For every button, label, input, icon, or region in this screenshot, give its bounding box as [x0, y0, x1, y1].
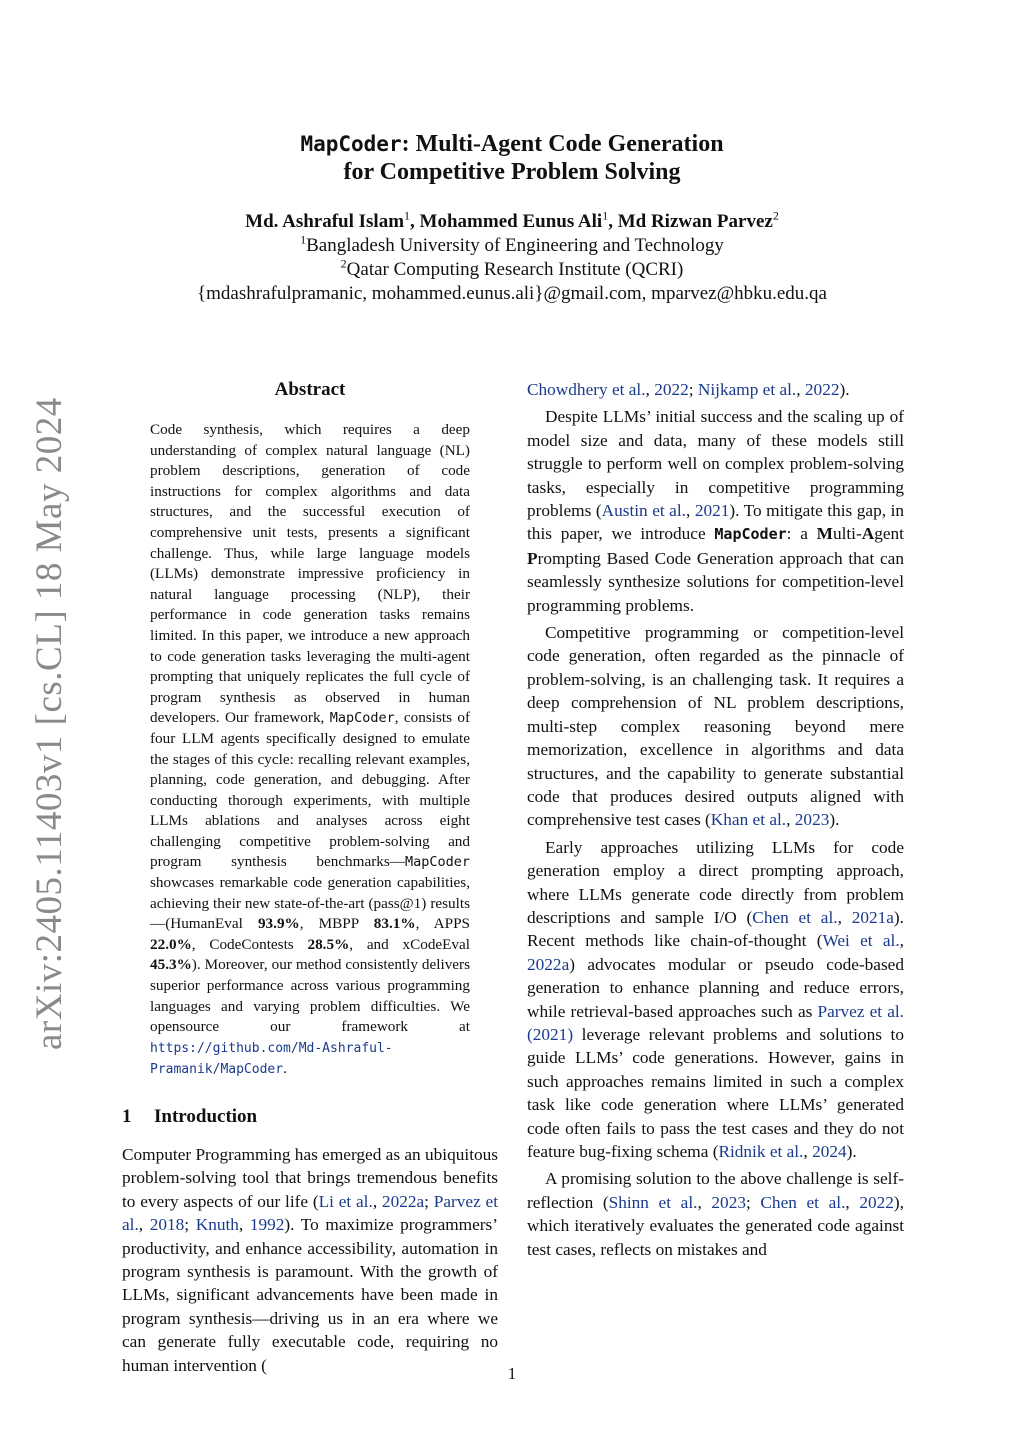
citation-link[interactable]: 2021a — [851, 907, 894, 927]
intro-paragraph-5: A promising solution to the above challenge is self-reflection (Shinn et al., 2023; Chen et al., 2022), which iteratively evaluates the generated code against test cases, reflects on mistakes and — [527, 1169, 904, 1259]
citation-link[interactable]: Shinn et al. — [608, 1192, 698, 1212]
result-value: 93.9% — [257, 915, 300, 933]
affiliation-mark: 2 — [340, 256, 347, 271]
affiliation — [120, 258, 904, 282]
section-heading-introduction — [122, 1105, 498, 1129]
title-system-name: MapCoder — [300, 132, 402, 156]
citation-link[interactable]: Nijkamp et al. — [697, 380, 797, 399]
citation-link[interactable]: (2021) — [527, 1024, 574, 1044]
citation-link[interactable]: Ridnik et al. — [718, 1142, 804, 1161]
right-column — [527, 378, 904, 1261]
affiliation-text: Bangladesh University of Engineering and Technology — [306, 235, 724, 256]
author-names — [120, 210, 904, 234]
author-separator: , — [608, 211, 618, 232]
intro-paragraph-1-continued: Chowdhery et al., 2022; Nijkamp et al., 2022). — [527, 380, 850, 399]
citation-link[interactable]: Chowdhery et al. — [527, 380, 646, 399]
author-affil-mark: 2 — [772, 208, 779, 223]
citation-link[interactable]: 2024 — [812, 1142, 847, 1161]
citation-link[interactable]: Austin et al. — [601, 501, 686, 521]
abstract-heading: Abstract — [274, 379, 346, 400]
system-name: MapCoder — [404, 854, 470, 871]
citation-link[interactable]: Parvez et al. — [817, 1001, 904, 1021]
result-value: 28.5% — [307, 935, 350, 953]
citation-link[interactable]: 2022 — [654, 380, 689, 399]
citation-link[interactable]: 2022 — [804, 380, 840, 399]
affiliation-text: Qatar Computing Research Institute (QCRI) — [346, 259, 684, 280]
author-name: Md. Ashraful Islam — [245, 211, 405, 232]
title-line2: for Competitive Problem Solving — [343, 159, 681, 185]
citation-link[interactable]: 2022a — [527, 954, 570, 974]
author-name: Md Rizwan Parvez — [617, 211, 773, 232]
citation-link[interactable]: 1992 — [249, 1215, 285, 1235]
intro-paragraph-2: Despite LLMs’ initial success and the scaling up of model size and data, many of these models still struggle to perform well on complex problem-solving tasks, especially in competitive programming problems (Austin et al., 2021). To mitigate this gap, in this paper, we introduce MapCoder: a Multi-Agent Prompting Based Code Generation approach that can seamlessly synthesize solutions for competition-level programming problems. — [527, 407, 905, 615]
intro-paragraph-1: Computer Programming has emerged as an ubiquitous problem-solving tool that brings tremendous benefits to every aspects of our life (Li et al., 2022a; Parvez et al., 2018; Knuth, 1992). To maximize programmers’ productivity, and enhance accessibility, automation in program synthesis is paramount. With the growth of LLMs, significant advancements have been made in program synthesis—driving us in an era where we can generate fully executable code, requiring no human intervention ( — [122, 1145, 499, 1375]
author-name: Mohammed Eunus Ali — [419, 211, 603, 232]
citation-link[interactable]: 2018 — [149, 1215, 185, 1235]
citation-link[interactable]: Khan et al. — [710, 810, 787, 830]
citation-link[interactable]: Li et al. — [318, 1191, 373, 1211]
affiliation-mark: 1 — [300, 232, 307, 247]
title-line1: : Multi-Agent Code Generation — [401, 131, 724, 157]
result-value: 22.0% — [150, 935, 192, 953]
author-affil-mark: 1 — [602, 208, 609, 223]
citation-link[interactable]: 2021 — [694, 501, 730, 521]
intro-paragraph-3: Competitive programming or competition-level code generation, often regarded as the pinnacle of problem-solving, is an challenging task. It requires a deep comprehension of NL problem descriptions, multi-step complex reasoning beyond mere memorization, excellence in algorithms and data structures, and the capability to generate substantial code that produces desired outputs aligned with comprehensive test cases (Khan et al., 2023). — [527, 623, 904, 830]
github-link[interactable]: https://github.com/Md-Ashraful-Pramanik/MapCoder — [150, 1040, 393, 1078]
citation-link[interactable]: 2023 — [794, 810, 830, 830]
abstract-body: Code synthesis, which requires a deep understanding of complex natural language (NL) problem descriptions, generation of code instructions for complex algorithms and data structures, and the successful execution of comprehensive unit tests, presents a significant challenge. Thus, while large language models (LLMs) demonstrate impressive proficiency in natural language processing (NLP), their performance in code generation tasks remains limited. In this paper, we introduce a new approach to code generation tasks leveraging the multi-agent prompting that uniquely replicates the full cycle of program synthesis as observed in human developers. Our framework, MapCoder, consists of four LLM agents specifically designed to emulate the stages of this cycle: recalling relevant examples, planning, code generation, and debugging. After conducting thorough experiments, with multiple LLMs ablations and analyses across eight challenging competitive problem-solving and program synthesis benchmarks—MapCoder showcases remarkable code generation capabilities, achieving their new state-of-the-art (pass@1) results—(HumanEval 93.9%, MBPP 83.1%, APPS 22.0%, CodeContests 28.5%, and xCodeEval 45.3%). Moreover, our method consistently delivers superior performance across various programming languages and varying problem difficulties. We opensource our framework at https://github.com/Md-Ashraful-Pramanik/MapCoder. — [150, 421, 470, 1078]
paper-title — [120, 130, 904, 186]
system-name: MapCoder — [714, 525, 787, 544]
author-emails: {mdashrafulpramanic, mohammed.eunus.ali}@gmail.com, mparvez@hbku.edu.qa — [197, 283, 827, 304]
intro-paragraph-4: Early approaches utilizing LLMs for code generation employ a direct prompting approach, where LLMs generate code directly from problem descriptions and sample I/O (Chen et al., 2021a). Recent methods like chain-of-thought (Wei et al., 2022a) advocates modular or pseudo code-based generation to enhance planning and reduce errors, while retrieval-based approaches such as Parvez et al. (2021) leverage relevant problems and solutions to guide LLMs’ code generations. However, gains in such approaches remains limited in such a complex task like code generation where LLMs’ generated code often fails to pass the test cases and they do not feature bug-fixing schema (Ridnik et al., 2024). — [527, 837, 904, 1161]
citation-link[interactable]: Chen et al. — [760, 1192, 846, 1212]
citation-link[interactable]: Knuth — [195, 1215, 239, 1235]
author-affil-mark: 1 — [404, 208, 411, 223]
result-value: 83.1% — [373, 915, 416, 933]
page-number: 1 — [507, 1364, 517, 1383]
citation-link[interactable]: Chen et al. — [752, 907, 838, 927]
left-column — [122, 378, 498, 1377]
affiliation — [120, 234, 904, 258]
citation-link[interactable]: 2023 — [711, 1192, 746, 1212]
arxiv-stamp: arXiv:2405.11403v1 [cs.CL] 18 May 2024 — [29, 397, 70, 1050]
citation-link[interactable]: 2022 — [859, 1192, 894, 1212]
citation-link[interactable]: Wei et al. — [822, 931, 900, 951]
section-number: 1 — [122, 1106, 132, 1127]
result-value: 45.3% — [150, 956, 192, 974]
title-block — [120, 130, 904, 306]
citation-link[interactable]: Parvez et al. — [122, 1191, 499, 1235]
citation-link[interactable]: 2022a — [381, 1191, 425, 1211]
author-separator: , — [410, 211, 420, 232]
author-block — [120, 210, 904, 306]
section-title: Introduction — [154, 1106, 258, 1127]
system-name: MapCoder — [329, 710, 395, 727]
